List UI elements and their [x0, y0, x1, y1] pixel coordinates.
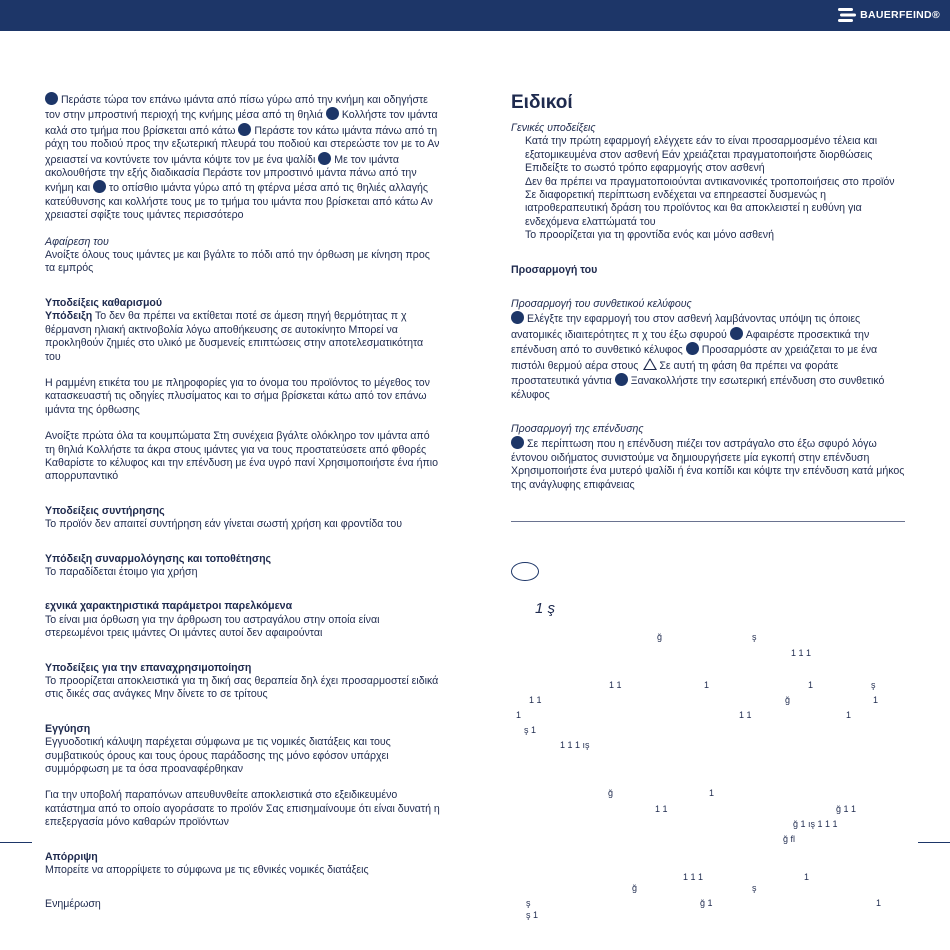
general-item: Το προορίζεται για τη φροντίδα ενός και μόνο ασθενή [525, 229, 774, 242]
assembly-heading: Υπόδειξη συναρμολόγησης και τοποθέτησης [45, 552, 272, 565]
garbled-fragment: 1 [704, 680, 710, 690]
left-edge-marker [0, 842, 32, 843]
step-bullet-icon [615, 373, 628, 386]
specialists-title: Ειδικοί [511, 92, 573, 113]
complaints-text: Για την υποβολή παραπόνων απευθυνθείτε αποκλειστικά στο εξειδικευμένο κατάστημα από το οποίο αγοράσατε το προϊόν Σας επισημαίνουμε ότι είναι δυνατή η επεξεργασία μόνο καθαρών προϊόντων [45, 789, 440, 829]
garbled-fragment: ğ [608, 788, 614, 798]
reuse-text: Το προορίζεται αποκλειστικά για τη δική σας θεραπεία δηλ έχει προσαρμοστεί ειδικά στις δικές σας ανάγκες Μην δίνετε το σε τρίτους [45, 675, 439, 701]
reuse-heading: Υποδείξεις για την επαναχρησιμοποίηση [45, 661, 252, 674]
removal-text: Ανοίξτε όλους τους ιμάντες με και βγάλτε το πόδι από την όρθωση με κίνηση προς τα εμπρός [45, 249, 430, 275]
garbled-fragment: 1 [873, 695, 879, 705]
step-bullet-icon [93, 180, 106, 193]
step-bullet-icon [45, 92, 58, 105]
garbled-fragment: 1 1 1 [791, 648, 812, 658]
warranty-text: Εγγυοδοτική κάλυψη παρέχεται σύμφωνα με τις νομικές διατάξεις και τους συμβατικούς όρους και τους όρους παράδοσης της μόνο εφόσον υπάρχει συμμόρφωση με τα όσα προαναφέρθηκαν [45, 736, 391, 776]
garbled-fragment: ş [752, 632, 757, 642]
lining-heading: Προσαρμογή της επένδυσης [511, 422, 644, 435]
garbled-fragment: 1 1 1 ış [560, 740, 590, 750]
removal-heading: Αφαίρεση του [45, 235, 109, 248]
garbled-fragment: ğ 1 ış 1 1 1 [793, 819, 838, 829]
cleaning-note: Υπόδειξη Το δεν θα πρέπει να εκτίθεται ποτέ σε άμεση πηγή θερμότητας π χ θέρμανση ηλιακή ακτινοβολία λόγω αποθήκευσης σε αυτοκίνητο Μπορεί να προκληθούν ζημιές στο υλικό με δυσμενείς επιπτώσεις στην αποτελεσματικότητα του [45, 310, 424, 363]
shell-heading: Προσαρμογή του συνθετικού κελύφους [511, 298, 692, 311]
garbled-fragment: 1 1 [609, 680, 622, 690]
garbled-fragment: ğ fl [783, 834, 796, 844]
garbled-fragment: 1 1 [529, 695, 542, 705]
garbled-fragment: ş [526, 898, 531, 908]
garbled-fragment: ğ [657, 632, 663, 642]
garbled-fragment: 1 1 [655, 804, 668, 814]
garbled-fragment: ğ [632, 883, 638, 893]
right-edge-marker [918, 842, 950, 843]
lining-text: Σε περίπτωση που η επένδυση πιέζει τον αστράγαλο στο έξω σφυρό λόγω έντονου οιδήματος συνιστούμε να δημιουργήσετε μία εγκοπή στην επένδυση Χρησιμοποιήστε ένα μυτερό ψαλίδι ή ένα κοπίδι και κόψτε την επένδυση κατά μήκος της ανάγλυφης επιφάνειας [511, 438, 905, 491]
garbled-fragment: ş 1 [524, 725, 537, 735]
language-badge [511, 562, 539, 581]
step-bullet-icon [511, 311, 524, 324]
garbled-fragment: ş 1 [526, 910, 539, 920]
technical-text: Το είναι μια όρθωση για την άρθρωση του αστραγάλου στην οποία είναι στερεωμένοι τρεις ιμάντες Οι ιμάντες αυτοί δεν αφαιρούνται [45, 613, 380, 640]
brand-logo [838, 7, 940, 23]
garbled-fragment: 1 1 1 [683, 872, 704, 882]
garbled-fragment: 1 [709, 788, 715, 798]
brand-name: BAUERFEIND® [860, 9, 940, 21]
general-item: Κατά την πρώτη εφαρμογή ελέγχετε εάν το είναι προσαρμοσμένο τέλεια και εξατομικευμένα στον ασθενή Εάν χρειάζεται πραγματοποιήστε διορθώσεις [525, 135, 878, 161]
step-bullet-icon [318, 152, 331, 165]
garbled-fragment: 1 [808, 680, 814, 690]
garbled-fragment: ş [752, 883, 757, 893]
fitting-instructions: Περάστε τώρα τον επάνω ιμάντα από πίσω γύρω από την κνήμη και οδηγήστε τον στην μπροστινή περιοχή της κνήμης μέσα από τη θηλιά Κολλήστε τον ιμάντα καλά στο τμήμα που βρίσκεται από κάτω Περάστε τον κάτω ιμάντα πάνω από τη ράχη του ποδιού προς την εξωτερική πλευρά του ποδιού και στερεώστε τον με το Αν χρειαστεί να κοντύνετε τον ιμάντα κόψτε τον με ένα ψαλίδι Με τον ιμάντα ακολουθήστε την εξής διαδικασία Περάστε τον μπροστινό ιμάντα πάνω από την κνήμη και το οπίσθιο ιμάντα γύρω από τη φτέρνα μέσα από τις θηλιές αλλαγής κατεύθυνσης και κολλήστε τους με το τμήμα του ιμάντα που βρίσκεται από κάτω Αν χρειαστεί σφίξτε τους ιμάντες περισσότερο [45, 94, 440, 222]
garbled-fragment: 1 [846, 710, 852, 720]
warning-icon [643, 358, 657, 370]
cleaning-heading: Υποδείξεις καθαρισμού [45, 296, 163, 309]
info-heading: Ενημέρωση [45, 898, 101, 911]
disposal-text: Μπορείτε να απορρίψετε το σύμφωνα με τις εθνικές νομικές διατάξεις [45, 864, 369, 877]
garbled-fragment: ğ [785, 695, 791, 705]
top-bar [0, 0, 950, 31]
assembly-text: Το παραδίδεται έτοιμο για χρήση [45, 565, 198, 578]
bauerfeind-logo-icon [838, 7, 856, 23]
maintenance-heading: Υποδείξεις συντήρησης [45, 504, 165, 517]
garbled-section-title: 1 ş [535, 600, 556, 617]
garbled-fragment: 1 [804, 872, 810, 882]
label-text: Η ραμμένη ετικέτα του με πληροφορίες για το όνομα του προϊόντος το μέγεθος τον κατασκευαστή τις οδηγίες πλυσίματος και το σήμα βρίσκεται κάτω από τον επάνω ιμάντα της όρθωσης [45, 376, 430, 416]
garbled-fragment: 1 [516, 710, 522, 720]
general-item: Δεν θα πρέπει να πραγματοποιούνται αντικανονικές τροποποιήσεις στο προϊόν Σε διαφορετική περίπτωση ενδέχεται να επηρεαστεί δυσμενώς η ιατροθεραπευτική δράση του προϊόντος και θα αποκλειστεί η ευθύνη για ενδεχόμενα ελαττώματά του [525, 175, 895, 228]
cleaning-text: Ανοίξτε πρώτα όλα τα κουμπώματα Στη συνέχεια βγάλτε ολόκληρο τον ιμάντα από τη θηλιά Κολλήστε τα άκρα στους ιμάντες για να τους προστατεύσετε από φθορές Καθαρίστε το κέλυφος και την επένδυση με ένα υγρό πανί Χρησιμοποιήστε ένα ήπιο απορρυπαντικό [45, 430, 439, 483]
step-bullet-icon [511, 436, 524, 449]
section-divider [511, 521, 905, 522]
step-bullet-icon [730, 327, 743, 340]
maintenance-text: Το προϊόν δεν απαιτεί συντήρηση εάν γίνεται σωστή χρήση και φροντίδα του [45, 518, 403, 531]
shell-text: Ελέγξτε την εφαρμογή του στον ασθενή λαμβάνοντας υπόψη τις όποιες ανατομικές ιδιαιτερότητες π χ του έξω σφυρού Αφαιρέστε προσεκτικά την επένδυση από το συνθετικό κέλυφος Προσαρμόστε αν χρειάζεται το με ένα πιστόλι θερμού αέρα στους Σε αυτή τη φάση θα πρέπει να φοράτε προστατευτικά γάντια Ξανακολλήστε την εσωτερική επένδυση στο συνθετικό κέλυφος [511, 313, 885, 401]
technical-heading: εχνικά χαρακτηριστικά παράμετροι παρελκόμενα [45, 600, 293, 613]
step-bullet-icon [326, 107, 339, 120]
right-column [511, 92, 905, 492]
left-column [45, 92, 440, 912]
disposal-heading: Απόρριψη [45, 850, 98, 863]
general-heading: Γενικές υποδείξεις [511, 122, 596, 134]
garbled-fragment: ğ 1 1 [836, 804, 857, 814]
garbled-fragment: 1 [876, 898, 882, 908]
adjust-heading: Προσαρμογή του [511, 263, 598, 276]
garbled-fragment: ğ 1 [700, 898, 713, 908]
step-bullet-icon [238, 123, 251, 136]
step-bullet-icon [686, 342, 699, 355]
general-item: Επιδείξτε το σωστό τρόπο εφαρμογής στον ασθενή [525, 162, 765, 175]
garbled-fragment: ş [871, 680, 876, 690]
warranty-heading: Εγγύηση [45, 722, 91, 735]
garbled-fragment: 1 1 [739, 710, 752, 720]
